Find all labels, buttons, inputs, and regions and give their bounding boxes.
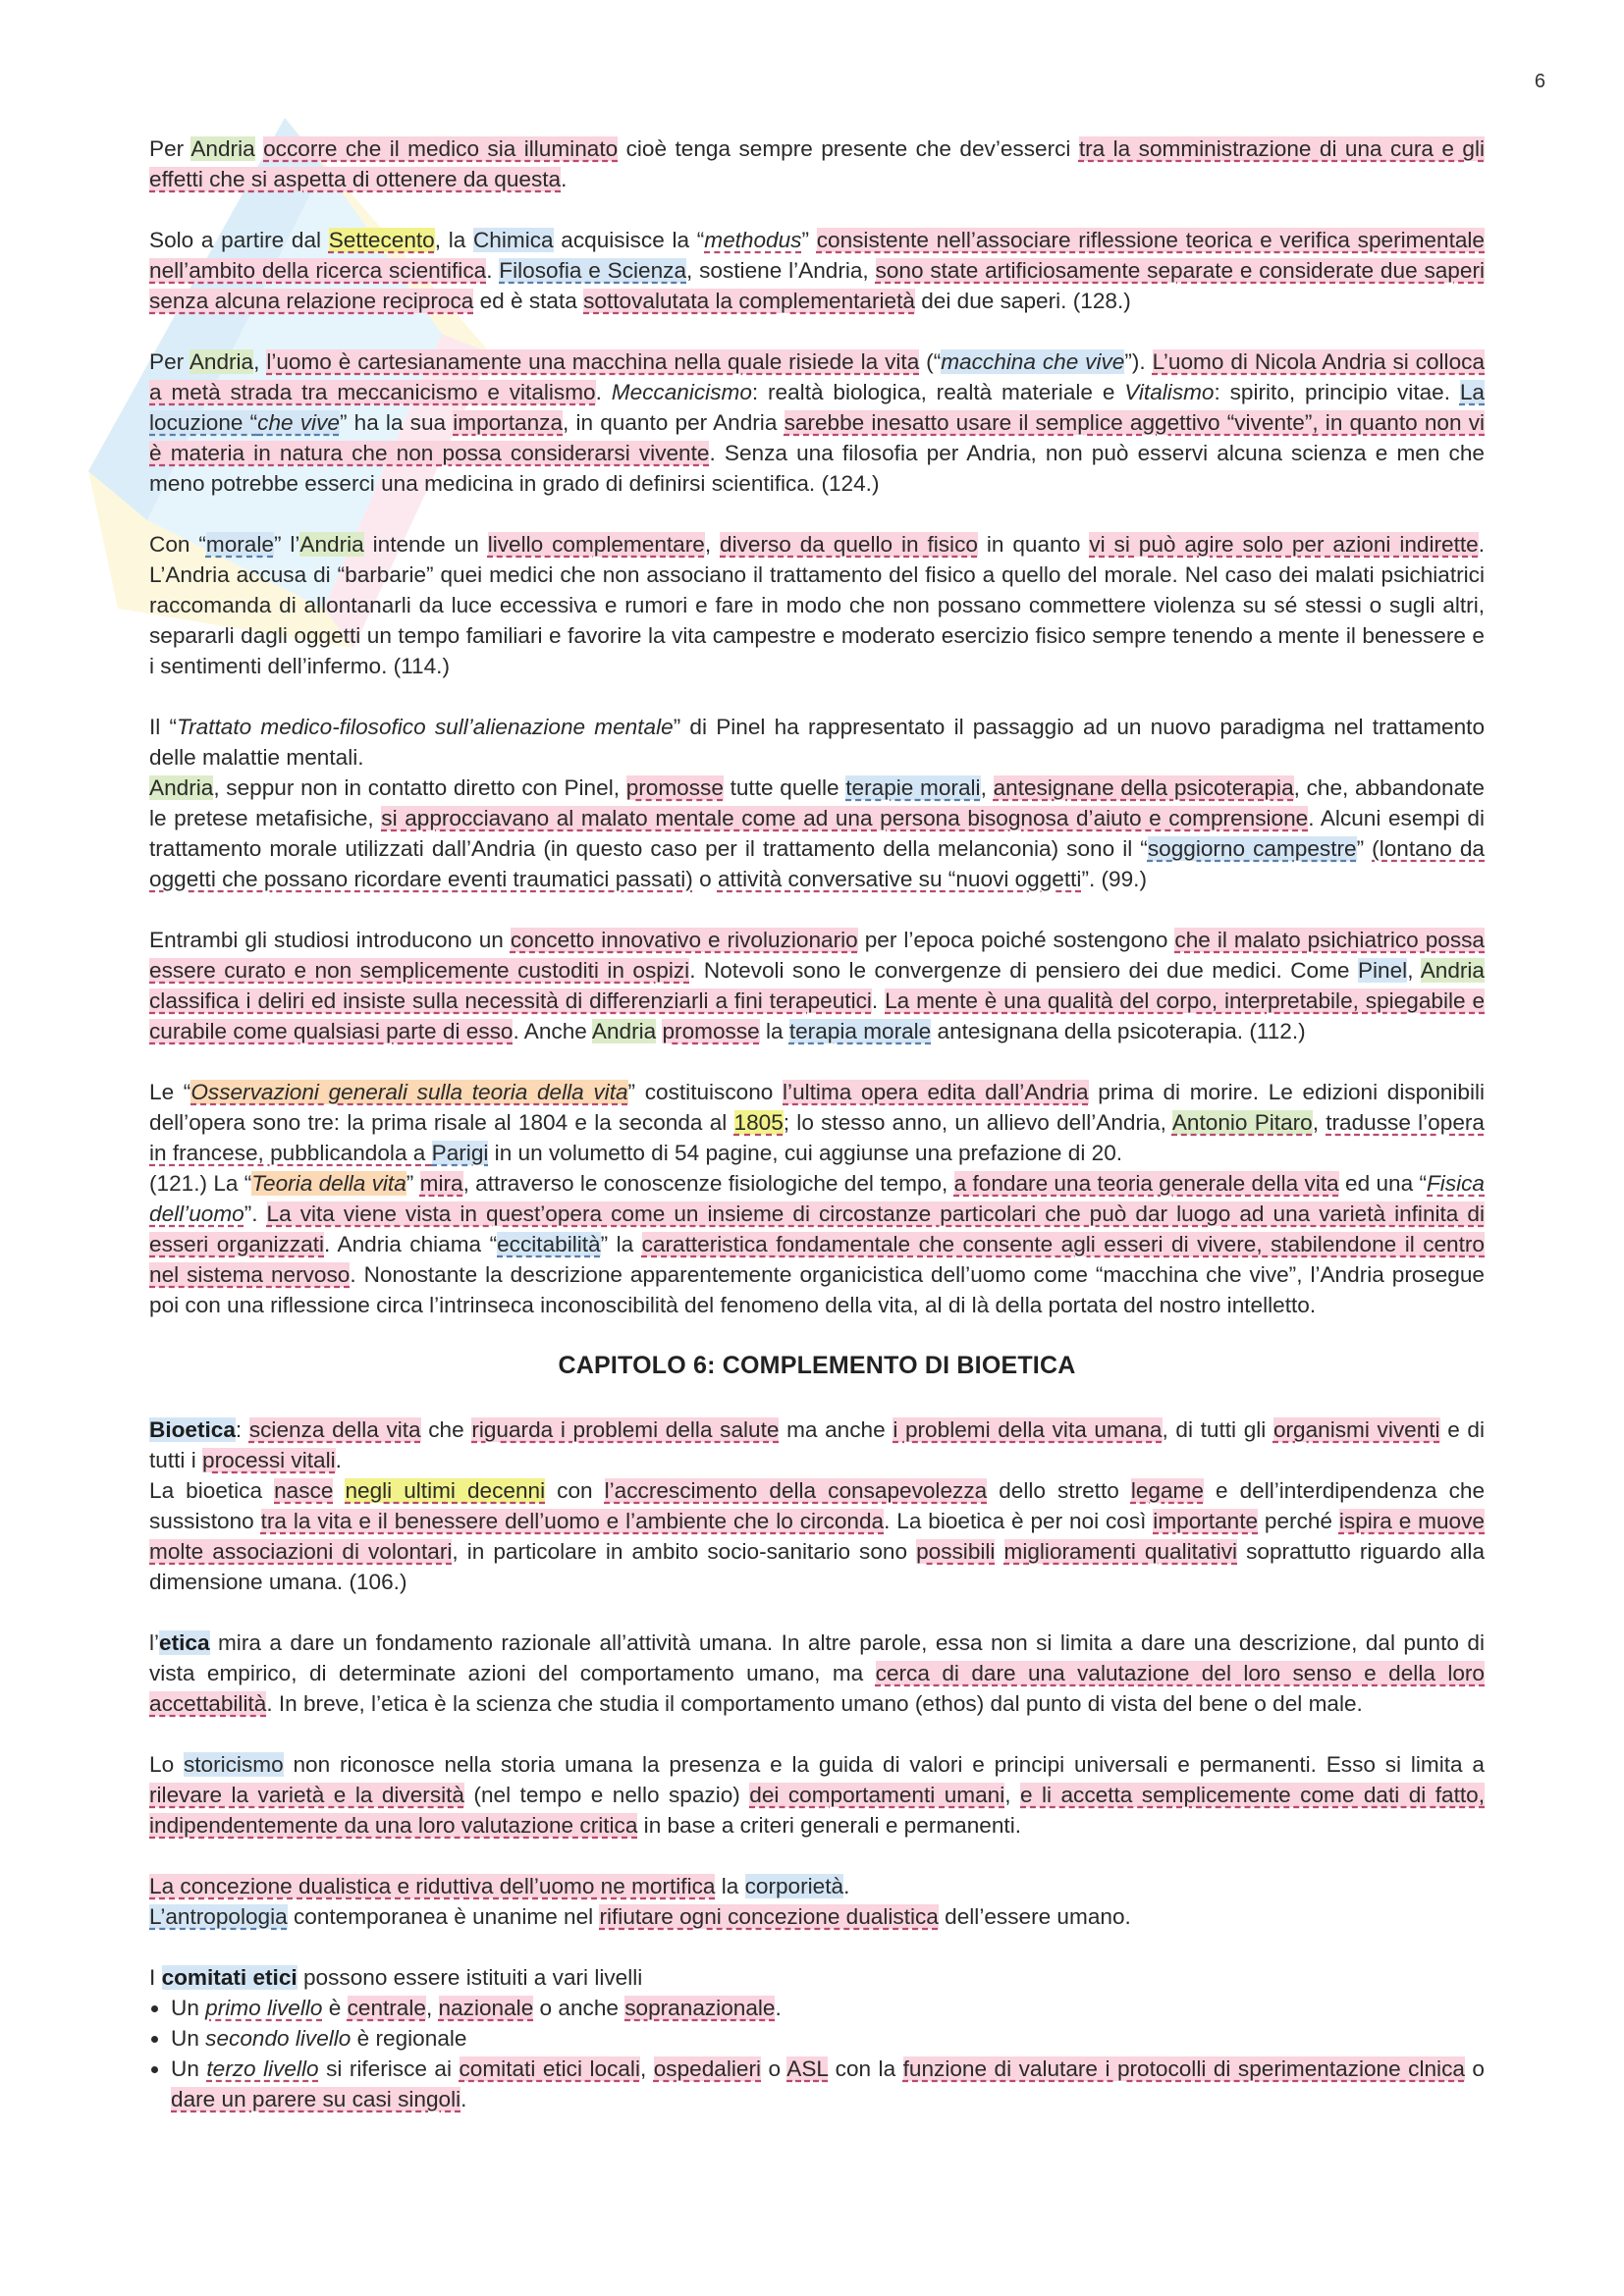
paragraph: I comitati etici possono essere istituiti a vari livelli (149, 1965, 643, 1990)
paragraph: L’antropologia contemporanea è unanime nel rifiutare ogni concezione dualistica dell’essere umano. (149, 1904, 1131, 1929)
paragraph: Bioetica: scienza della vita che riguarda i problemi della salute ma anche i problemi della vita umana, di tutti gli organismi viventi e di tutti i processi vitali. (149, 1417, 1486, 1472)
paragraph: La bioetica nasce negli ultimi decenni con l’accrescimento della consapevolezza dello stretto legame e dell’interdipendenza che sussistono tra la vita e il benessere dell’uomo e l’ambiente che lo circonda. La bioetica è per noi così importante perché ispira e muove molte associazioni di volontari, in particolare in ambito socio-sanitario sono possibili miglioramenti qualitativi soprattutto riguardo alla dimensione umana. (106.) (149, 1478, 1486, 1594)
paragraph: Per Andria occorre che il medico sia illuminato cioè tenga sempre presente che dev’esserci tra la somministrazione di una cura e gli effetti che si aspetta di ottenere da questa. (149, 136, 1485, 191)
list-item: • Un terzo livello si riferisce ai comitati etici locali, ospedalieri o ASL con la funzione di valutare i protocolli di sperimentazione clnica o dare un parere su casi singoli. (171, 2054, 1485, 2114)
paragraph: Per Andria, l’uomo è cartesianamente una macchina nella quale risiede la vita (“macchina che vive”). L’uomo di Nicola Andria si colloca a metà strada tra meccanicismo e vitalismo. Meccanicismo: realtà biologica, realtà materiale e Vitalismo: spirito, principio vitae. La locuzione “che vive” ha la sua importanza, in quanto per Andria sarebbe inesatto usare il semplice aggettivo “vivente”, in quanto non vi è materia in natura che non possa considerarsi vivente. Senza una filosofia per Andria, non può esservi alcuna scienza e men che meno potrebbe esserci una medicina in grado di definirsi scientifica. (124.) (149, 349, 1486, 496)
paragraph: Lo storicismo non riconosce nella storia umana la presenza e la guida di valori e principi universali e permanenti. Esso si limita a rilevare la varietà e la diversità (nel tempo e nello spazio) dei comportamenti umani, e li accetta semplicemente come dati di fatto, indipendentemente da una loro valutazione critica in base a criteri generali e permanenti. (149, 1752, 1485, 1838)
bullet-list (149, 1993, 1485, 2114)
document-body (149, 133, 1485, 2114)
paragraph: Il “Trattato medico-filosofico sull’alienazione mentale” di Pinel ha rappresentato il passaggio ad un nuovo paradigma nel trattamento delle malattie mentali. (149, 715, 1486, 770)
paragraph: (121.) La “Teoria della vita” mira, attraverso le conoscenze fisiologiche del tempo, a fondare una teoria generale della vita ed una “Fisica dell’uomo”. La vita viene vista in quest’opera come un insieme di circostanze particolari che può dar luogo ad una varietà infinita di esseri organizzati. Andria chiama “eccitabilità” la caratteristica fondamentale che consente agli esseri di vivere, stabilendone il centro nel sistema nervoso. Nonostante la descrizione apparentemente organicistica dell’uomo come “macchina che vive”, l’Andria prosegue poi con una riflessione circa l’intrinseca inconoscibilità del fenomeno della vita, al di là della portata del nostro intelletto. (149, 1171, 1485, 1317)
list-item: • Un secondo livello è regionale (171, 2023, 1485, 2054)
paragraph: l’etica mira a dare un fondamento razionale all’attività umana. In altre parole, essa non si limita a dare una descrizione, dal punto di vista empirico, di determinate azioni del comportamento umano, ma cerca di dare una valutazione del loro senso e della loro accettabilità. In breve, l’etica è la scienza che studia il comportamento umano (ethos) dal punto di vista del bene o del male. (149, 1630, 1485, 1716)
list-item: • Un primo livello è centrale, nazionale o anche sopranazionale. (171, 1993, 1485, 2023)
paragraph: La concezione dualistica e riduttiva dell’uomo ne mortifica la corporietà. (149, 1874, 850, 1898)
page-number: 6 (1534, 71, 1545, 92)
paragraph: Solo a partire dal Settecento, la Chimica acquisisce la “methodus” consistente nell’associare riflessione teorica e verifica sperimentale nell’ambito della ricerca scientifica. Filosofia e Scienza, sostiene l’Andria, sono state artificiosamente separate e considerate due saperi senza alcuna relazione reciproca ed è stata sottovalutata la complementarietà dei due saperi. (128.) (149, 228, 1485, 313)
paragraph: Le “Osservazioni generali sulla teoria della vita” costituiscono l’ultima opera edita dall’Andria prima di morire. Le edizioni disponibili dell’opera sono tre: la prima risale al 1804 e la seconda al 1805; lo stesso anno, un allievo dell’Andria, Antonio Pitaro, tradusse l’opera in francese, pubblicandola a Parigi in un volumetto di 54 pagine, cui aggiunse una prefazione di 20. (149, 1080, 1486, 1165)
paragraph: Con “morale” l’Andria intende un livello complementare, diverso da quello in fisico in quanto vi si può agire solo per azioni indirette. L’Andria accusa di “barbarie” quei medici che non associano il trattamento del fisico a quello del morale. Nel caso dei malati psichiatrici raccomanda di allontanarli da luce eccessiva e rumori e fare in modo che non possano commettere violenza su sé stessi o sugli altri, separarli dagli oggetti un tempo familiari e favorire la vita campestre e moderato esercizio fisico sempre tenendo a mente il benessere e i sentimenti dell’infermo. (114.) (149, 532, 1485, 678)
paragraph: Entrambi gli studiosi introducono un concetto innovativo e rivoluzionario per l’epoca poiché sostengono che il malato psichiatrico possa essere curato e non semplicemente custoditi in ospizi. Notevoli sono le convergenze di pensiero dei due medici. Come Pinel, Andria classifica i deliri ed insiste sulla necessità di differenziarli a fini terapeutici. La mente è una qualità del corpo, interpretabile, spiegabile e curabile come qualsiasi parte di esso. Anche Andria promosse la terapia morale antesignana della psicoterapia. (112.) (149, 928, 1486, 1043)
paragraph: Andria, seppur non in contatto diretto con Pinel, promosse tutte quelle terapie morali, antesignane della psicoterapia, che, abbandonate le pretese metafisiche, si approcciavano al malato mentale come ad una persona bisognosa d’aiuto e comprensione. Alcuni esempi di trattamento morale utilizzati dall’Andria (in questo caso per il trattamento della melanconia) sono il “soggiorno campestre” (lontano da oggetti che possano ricordare eventi traumatici passati) o attività conversative su “nuovi oggetti”. (99.) (149, 775, 1485, 891)
chapter-title: CAPITOLO 6: COMPLEMENTO DI BIOETICA (558, 1352, 1076, 1379)
